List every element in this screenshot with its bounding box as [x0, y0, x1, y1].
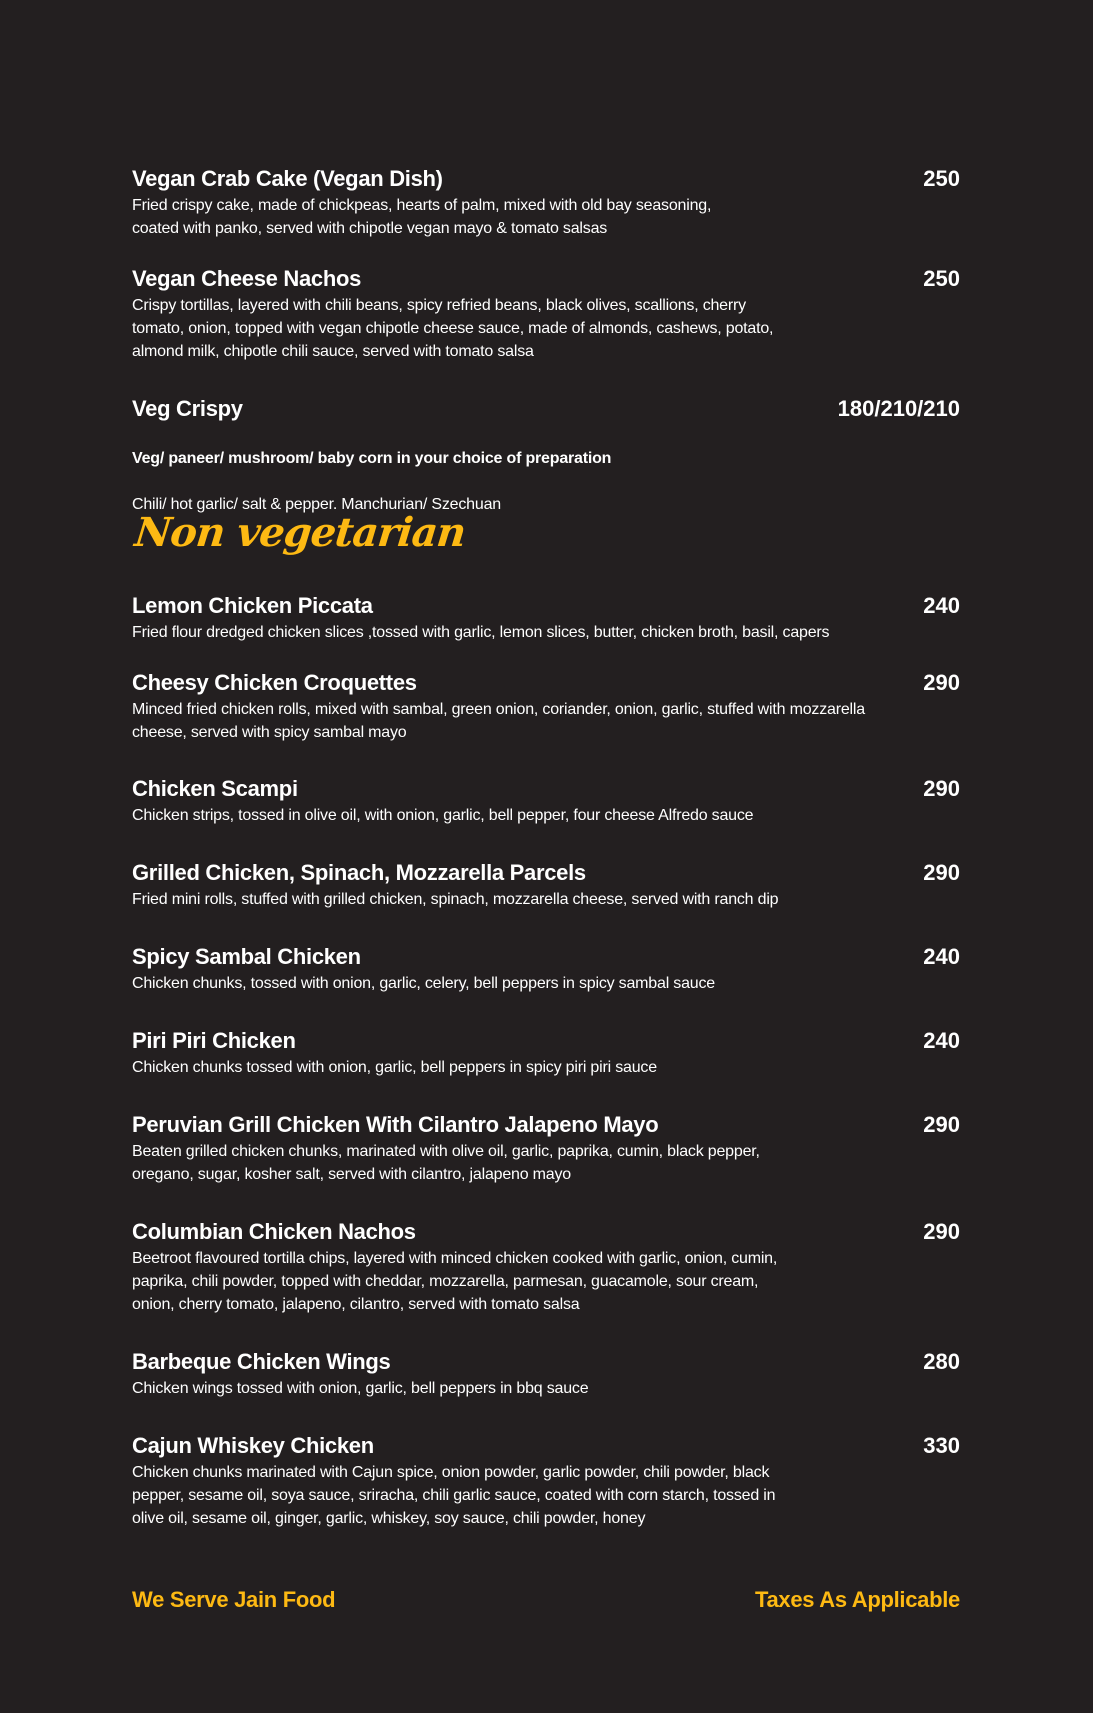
menu-item [132, 859, 960, 911]
item-description: Fried mini rolls, stuffed with grilled chicken, spinach, mozzarella cheese, served with ranch dip [132, 891, 779, 908]
footer-taxes: Taxes As Applicable [754, 1587, 960, 1612]
item-price: 290 [923, 1219, 960, 1244]
item-price: 290 [923, 776, 960, 801]
menu-item [132, 943, 960, 995]
item-price: 280 [923, 1349, 960, 1374]
item-price: 180/210/210 [837, 396, 960, 421]
item-description: Chicken chunks, tossed with onion, garlic, celery, bell peppers in spicy sambal sauce [132, 975, 716, 992]
item-name: Chicken Scampi [132, 776, 298, 801]
item-name: Lemon Chicken Piccata [132, 593, 373, 618]
menu-item [132, 775, 960, 827]
item-description: Chicken chunks marinated with Cajun spice, onion powder, garlic powder, chili powder, black pepper, sesame oil, soya sauce, sriracha, chili garlic sauce, coated with corn starch, tossed in olive oil, sesame oil, ginger, garlic, whiskey, soy sauce, chili powder, honey [132, 1464, 776, 1527]
item-name: Veg Crispy [132, 396, 243, 421]
item-price: 250 [923, 266, 960, 291]
item-name: Columbian Chicken Nachos [132, 1219, 416, 1244]
menu-item [132, 1348, 960, 1400]
item-price: 290 [923, 670, 960, 695]
item-price: 330 [923, 1433, 960, 1458]
item-price: 290 [923, 860, 960, 885]
item-description: Fried crispy cake, made of chickpeas, hearts of palm, mixed with old bay seasoning, coated with panko, served with chipotle vegan mayo & tomato salsas [132, 197, 712, 237]
item-description: Chicken strips, tossed in olive oil, with onion, garlic, bell pepper, four cheese Alfredo sauce [132, 807, 754, 824]
item-description: Chicken wings tossed with onion, garlic, bell peppers in bbq sauce [132, 1380, 589, 1397]
menu-item [132, 1027, 960, 1079]
item-price: 240 [923, 944, 960, 969]
item-name: Barbeque Chicken Wings [132, 1349, 391, 1374]
menu-item [132, 265, 960, 363]
menu-item [132, 165, 960, 240]
item-price: 290 [923, 1112, 960, 1137]
item-price: 240 [923, 1028, 960, 1053]
item-name: Vegan Cheese Nachos [132, 266, 362, 291]
menu-item [132, 592, 960, 644]
menu-item [132, 1432, 960, 1530]
menu-item [132, 1218, 960, 1316]
menu-item [132, 669, 960, 744]
item-description: Beetroot flavoured tortilla chips, layered with minced chicken cooked with garlic, onion, cumin, paprika, chili powder, topped with cheddar, mozzarella, parmesan, guacamole, sour cream, onion, cherry tomato, jalapeno, cilantro, served with tomato salsa [132, 1250, 778, 1313]
item-description: Fried flour dredged chicken slices ,tossed with garlic, lemon slices, butter, chicken broth, basil, capers [132, 624, 830, 641]
footer-jain-food: We Serve Jain Food [132, 1587, 336, 1612]
item-name: Peruvian Grill Chicken With Cilantro Jalapeno Mayo [132, 1112, 659, 1137]
menu-item [132, 395, 960, 516]
item-name: Vegan Crab Cake (Vegan Dish) [132, 166, 443, 191]
item-price: 250 [923, 166, 960, 191]
item-name: Grilled Chicken, Spinach, Mozzarella Parcels [132, 860, 586, 885]
item-description [132, 424, 960, 516]
section-title: Non vegetarian [132, 509, 468, 556]
item-description-text: Chili/ hot garlic/ salt & pepper. Manchurian/ Szechuan [132, 496, 501, 513]
item-description: Minced fried chicken rolls, mixed with sambal, green onion, coriander, onion, garlic, stuffed with mozzarella cheese, served with spicy sambal mayo [132, 701, 865, 741]
item-description: Chicken chunks tossed with onion, garlic, bell peppers in spicy piri piri sauce [132, 1059, 657, 1076]
item-name: Cheesy Chicken Croquettes [132, 670, 417, 695]
item-description: Crispy tortillas, layered with chili beans, spicy refried beans, black olives, scallions, cherry tomato, onion, topped with vegan chipotle cheese sauce, made of almonds, cashews, potato, almond milk, chipotle chili sauce, served with tomato salsa [132, 297, 774, 360]
item-name: Spicy Sambal Chicken [132, 944, 361, 969]
item-description-bold: Veg/ paneer/ mushroom/ baby corn in your choice of preparation [132, 450, 612, 467]
item-name: Piri Piri Chicken [132, 1028, 296, 1053]
item-price: 240 [923, 593, 960, 618]
item-name: Cajun Whiskey Chicken [132, 1433, 374, 1458]
menu-item [132, 1111, 960, 1186]
item-description: Beaten grilled chicken chunks, marinated with olive oil, garlic, paprika, cumin, black pepper, oregano, sugar, kosher salt, served with cilantro, jalapeno mayo [132, 1143, 760, 1183]
